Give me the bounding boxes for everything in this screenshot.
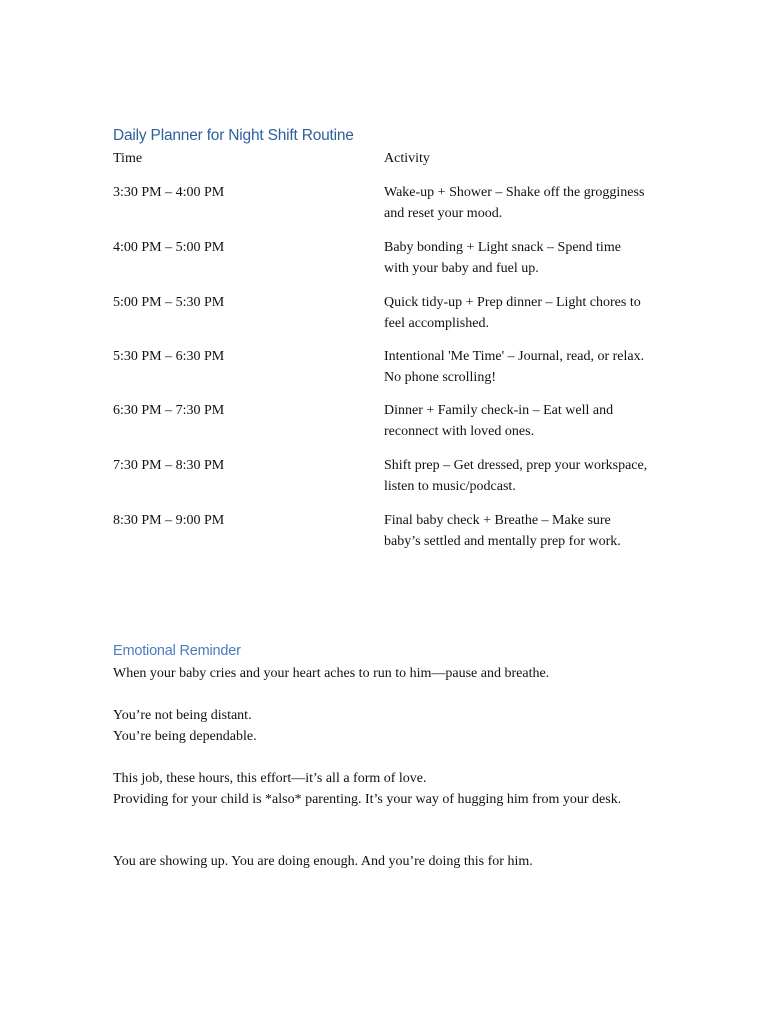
row-4-time: 5:30 PM – 6:30 PM bbox=[113, 349, 225, 364]
reminder-line-distant: You’re not being distant. bbox=[113, 708, 252, 723]
row-6-time: 7:30 PM – 8:30 PM bbox=[113, 458, 225, 473]
row-3-time: 5:00 PM – 5:30 PM bbox=[113, 295, 225, 310]
row-7-time: 8:30 PM – 9:00 PM bbox=[113, 513, 225, 528]
row-4-activity: Intentional 'Me Time' – Journal, read, or relax. No phone scrolling! bbox=[384, 349, 645, 385]
row-6-activity: Shift prep – Get dressed, prep your workspace, listen to music/podcast. bbox=[384, 458, 648, 494]
row-2-time: 4:00 PM – 5:00 PM bbox=[113, 240, 225, 255]
row-1-time: 3:30 PM – 4:00 PM bbox=[113, 185, 225, 200]
row-1-activity: Wake-up + Shower – Shake off the grogginess and reset your mood. bbox=[384, 185, 645, 221]
reminder-line-parenting: Providing for your child is *also* parenting. It’s your way of hugging him from your desk. bbox=[113, 792, 622, 807]
reminder-paragraph-1: When your baby cries and your heart aches to run to him—pause and breathe. bbox=[113, 666, 550, 681]
row-5-time: 6:30 PM – 7:30 PM bbox=[113, 403, 225, 418]
planner-title: Daily Planner for Night Shift Routine bbox=[113, 127, 354, 144]
row-7-activity: Final baby check + Breathe – Make sure baby’s settled and mentally prep for work. bbox=[384, 513, 621, 549]
activity-column-header: Activity bbox=[384, 151, 430, 166]
row-2-activity: Baby bonding + Light snack – Spend time with your baby and fuel up. bbox=[384, 240, 621, 276]
reminder-title: Emotional Reminder bbox=[113, 643, 241, 659]
reminder-line-dependable: You’re being dependable. bbox=[113, 729, 257, 744]
reminder-paragraph-closing: You are showing up. You are doing enough. And you’re doing this for him. bbox=[113, 854, 533, 869]
row-3-activity: Quick tidy-up + Prep dinner – Light chores to feel accomplished. bbox=[384, 295, 641, 331]
row-5-activity: Dinner + Family check-in – Eat well and reconnect with loved ones. bbox=[384, 403, 614, 439]
reminder-line-love: This job, these hours, this effort—it’s all a form of love. bbox=[113, 771, 427, 786]
time-column-header: Time bbox=[113, 151, 143, 166]
